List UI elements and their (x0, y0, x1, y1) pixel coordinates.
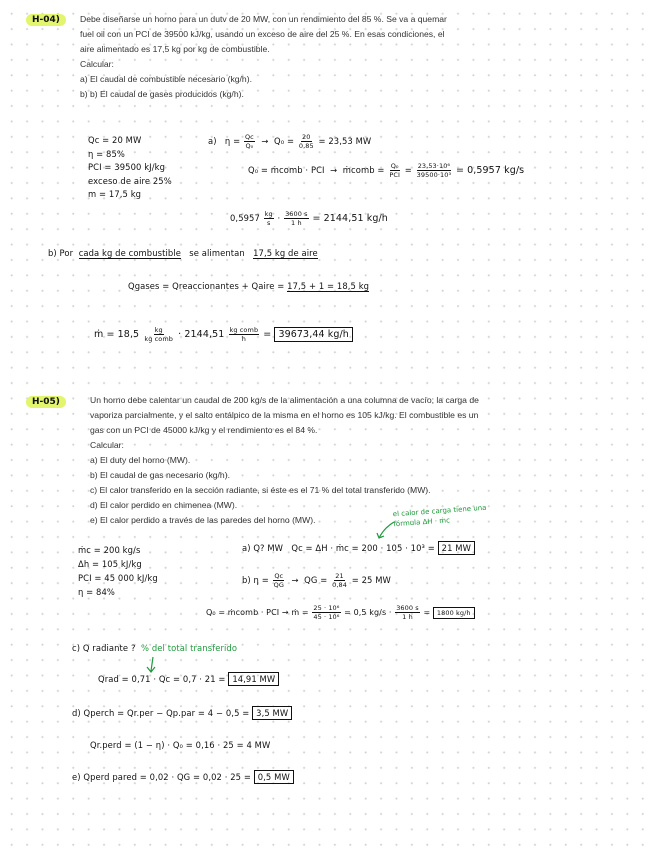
h05-c-line (98, 674, 279, 684)
qrad-eq: Qrad = 0,71 · Qc = 0,7 · 21 = (98, 674, 226, 684)
numerator: 21 (335, 572, 344, 580)
denominator: PCI (389, 171, 400, 179)
h04-q0-result: = 23,53 MW (318, 136, 372, 146)
note-line: el calor de carga tiene una (392, 503, 487, 519)
qperch-eq: d) Qperch = Qr.per − Qp.par = 4 − 0,5 = (72, 708, 250, 718)
h05-a-label: a) Q? MW (242, 543, 284, 553)
numerator: 25 · 10⁶ (313, 604, 340, 612)
numerator: kg comb (229, 326, 259, 334)
h05-item: a) El duty del horno (MW). (90, 455, 191, 465)
h04-data-item: exceso de aire 25% (88, 175, 172, 186)
h04-mcomb-result: = 0,5957 kg/s (455, 165, 525, 176)
h05-item: e) El calor perdido a través de las paredes del horno (MW). (90, 515, 316, 525)
h05-b-result-box: 1800 kg/h (433, 607, 475, 619)
h05-item: b) El caudal de gas necesario (kg/h). (90, 470, 230, 480)
dot: · (277, 213, 281, 223)
duty-eq: Qc = ΔH · ṁc = 200 · 105 · 10³ = (291, 543, 435, 553)
arrow-icon: → (261, 136, 269, 146)
fraction (143, 326, 174, 343)
qpared-eq: e) Qperd pared = 0,02 · QG = 0,02 · 25 = (72, 772, 251, 782)
h05-data-item: η = 84% (78, 587, 115, 597)
note-arrow-icon (145, 656, 159, 674)
arrow-icon: → (330, 165, 338, 175)
value: = 0,5 kg/s · (344, 608, 392, 617)
h05-data-list (78, 543, 158, 599)
h04-a-line2 (248, 162, 524, 179)
denominator: h (241, 335, 246, 343)
h05-c-label: c) Q radiante ? (72, 643, 136, 653)
h04-data-item: PCI = 39500 kJ/kg (88, 162, 166, 172)
fraction (388, 162, 401, 179)
equals: = (423, 608, 431, 617)
qg-result: = 25 MW (351, 575, 391, 585)
qg-eq: QG = (304, 575, 328, 585)
h05-c-question (72, 643, 237, 653)
h05-statement-line: gas con un PCI de 45000 kJ/kg y el rendimiento es el 84 %. (90, 425, 318, 435)
h05-item: d) El calor perdido en chimenea (MW). (90, 500, 238, 510)
numerator: Qc (274, 572, 284, 580)
equals: = (404, 165, 412, 175)
numerator: Qc (244, 133, 254, 141)
h04-statement-line: Debe diseñarse un horno para un dutv de 20 MW, con un rendimiento del 85 %. Se va a quemar (80, 14, 447, 24)
h05-d-line2 (90, 740, 270, 750)
denominator: 45 · 10⁶ (313, 613, 340, 621)
h05-a-line (242, 543, 475, 553)
h05-c-result-box: 14,91 MW (228, 672, 279, 686)
h04-data-item: Qc = 20 MW (88, 135, 142, 145)
fraction (331, 572, 348, 589)
underlined-text: 17,5 kg de aire (253, 248, 318, 258)
numerator: 3600 s (396, 604, 419, 612)
h05-calc-label: Calcular: (90, 440, 124, 450)
h05-item: c) El calor transferido en la sección radiante, si éste es el 71 % del total transferido (MW). (90, 485, 431, 495)
h05-statement-line: vaporiza parcialmente, y el salto entálpico de la misma en el horno es 105 kJ/kg. El combustible es un (90, 410, 479, 420)
h05-statement-line: Un horno debe calentar un caudal de 200 kg/s de la alimentación a una columna de vacío; la carga de (90, 395, 479, 405)
fraction (264, 210, 274, 227)
numerator: 3600 s (285, 210, 308, 218)
h05-d-line (72, 708, 292, 718)
h04-a-label: a) (208, 136, 217, 146)
h04-statement-line: fuel oil con un PCI de 39500 kJ/kg, usando un exceso de aire del 25 %. En esas condiciones, el (80, 29, 445, 39)
h04-b-line (48, 248, 318, 258)
h04-a-result: = 2144,51 kg/h (312, 213, 388, 224)
h04-q0: Q₀ = (274, 136, 295, 146)
h04-calc-label: Calcular: (80, 59, 114, 69)
h04-q0-formula: Q₀ = ṁcomb · PCI (248, 165, 325, 175)
mcomb-eq: Q₀ = ṁcomb · PCI → ṁ = (206, 608, 309, 617)
fraction (416, 162, 453, 179)
fraction (312, 604, 340, 621)
h05-b-line1 (242, 572, 391, 589)
fraction (298, 133, 315, 150)
numerator: Q₀ (390, 162, 399, 170)
text: se alimentan (189, 248, 245, 258)
value: · 2144,51 (178, 329, 225, 340)
h05-e-result-box: 0,5 MW (254, 770, 294, 784)
h04-b-line1 (128, 281, 369, 291)
mdot-eq: ṁ = 18,5 (94, 329, 140, 340)
h04-statement-line: aire alimentado es 17,5 kg por kg de combustible. (80, 44, 270, 54)
h04-a-line3 (230, 210, 388, 227)
fraction (273, 572, 285, 589)
fraction (284, 210, 309, 227)
arrow-icon: → (291, 575, 299, 585)
equals: = (263, 329, 272, 340)
numerator: 20 (302, 133, 311, 141)
qrperd-eq: Qr.perd = (1 − η) · Q₀ = 0,16 · 25 = 4 MW (90, 740, 271, 750)
note-line: fórmula ΔH · ṁc (393, 516, 451, 529)
denominator: QG (273, 581, 284, 589)
eta-eq: b) η = (242, 575, 269, 585)
h05-a-result-box: 21 MW (438, 541, 475, 555)
fraction (244, 133, 255, 150)
h04-statement (80, 12, 447, 102)
h04-item: a) El caudal de combustible necesario (kg/h). (80, 74, 252, 84)
value: 0,5957 (230, 213, 260, 223)
denominator: 0,84 (332, 581, 347, 589)
h04-eta-eq: η = (224, 136, 241, 146)
h04-b-label: b) Por (48, 248, 74, 258)
numerator: kg (264, 210, 273, 218)
h05-data-item: ṁc = 200 kg/s (78, 545, 141, 555)
h04-item: b) b) El caudal de gases producidos (kg/h). (80, 89, 244, 99)
h04-a-line1 (208, 133, 371, 150)
denominator: 1 h (402, 613, 413, 621)
h04-mcomb: ṁcomb = (342, 165, 385, 175)
denominator: s (266, 219, 271, 227)
h04-data-list (88, 134, 172, 202)
denominator: Q₀ (245, 142, 254, 150)
denominator: 1 h (291, 219, 302, 227)
denominator: 0,85 (298, 142, 314, 150)
note-arrow-icon (374, 520, 396, 542)
h05-b-line2 (206, 604, 475, 621)
h04-b-line2 (94, 326, 353, 343)
h05-e-line (72, 772, 294, 782)
h05-c-note: % del total transferido (141, 643, 238, 653)
denominator: 39500·10³ (416, 171, 452, 179)
problem-tag-h05: H-05) (26, 396, 66, 408)
fraction (395, 604, 420, 621)
underlined-text: cada kg de combustible (78, 248, 181, 258)
h05-data-item: PCI = 45 000 kJ/kg (78, 573, 158, 583)
denominator: kg comb (144, 335, 174, 343)
gases-result: 17,5 + 1 = 18,5 kg (287, 281, 370, 291)
numerator: 23,53·10⁶ (417, 162, 451, 170)
problem-tag-h04: H-04) (26, 14, 66, 26)
h04-b-result-box: 39673,44 kg/h (274, 327, 352, 342)
numerator: kg (154, 326, 163, 334)
h04-data-item: m = 17,5 kg (88, 189, 142, 199)
h04-data-item: η = 85% (88, 148, 125, 159)
h05-d-result-box: 3,5 MW (252, 706, 292, 720)
gases-eq: Qgases = Qreaccionantes + Qaire = (128, 281, 285, 291)
h05-data-item: Δh = 105 kJ/kg (78, 559, 142, 569)
fraction (229, 326, 260, 343)
